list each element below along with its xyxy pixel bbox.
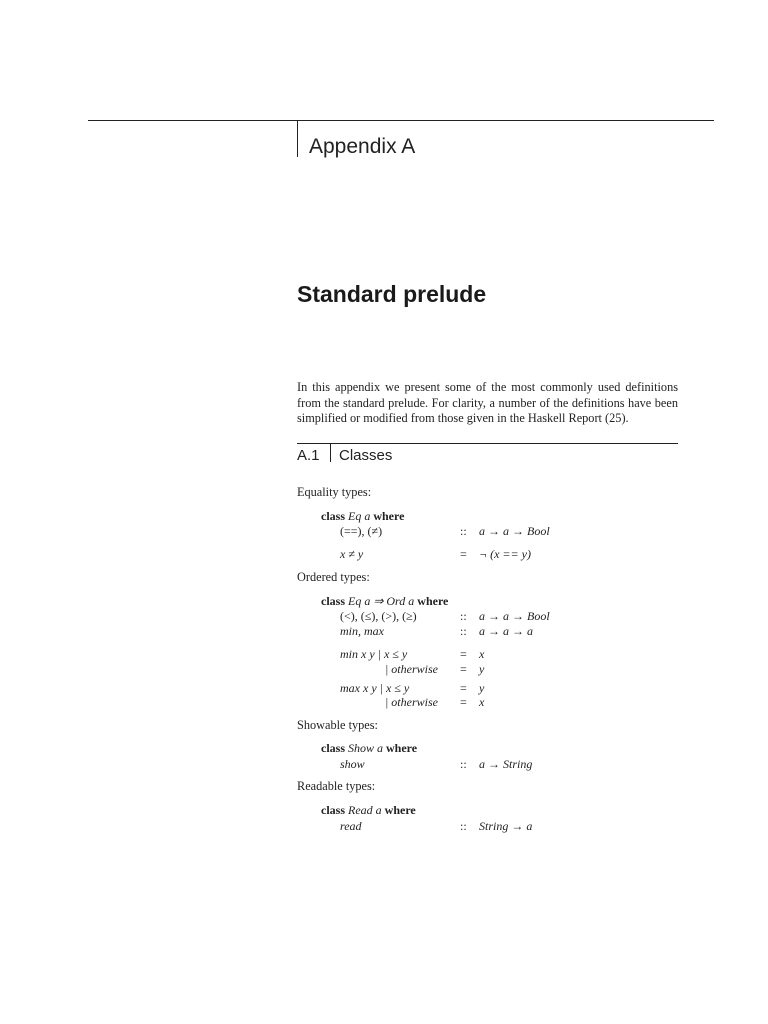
ord-operators-type: a → a → Bool <box>479 609 550 623</box>
section-title: Classes <box>339 447 393 464</box>
keyword-where: where <box>386 741 418 755</box>
show-method-type: a → String <box>479 757 533 771</box>
show-method: show <box>340 757 365 771</box>
min-def-rhs: x <box>479 647 485 661</box>
class-name: Read a <box>348 803 382 817</box>
equals: = <box>460 681 467 695</box>
keyword-where: where <box>417 594 449 608</box>
show-heading: Showable types: <box>297 718 378 732</box>
equals: = <box>460 547 467 561</box>
read-heading: Readable types: <box>297 779 376 793</box>
keyword-class: class <box>321 509 345 523</box>
eq-operators: (==), (≠) <box>340 524 383 538</box>
ord-heading: Ordered types: <box>297 570 370 584</box>
section-number: A.1 <box>297 447 320 464</box>
eq-operators-type: a → a → Bool <box>479 524 550 538</box>
max-guard-otherwise: | otherwise <box>385 695 438 709</box>
read-method-type: String → a <box>479 819 533 833</box>
max-def-rhs: y <box>479 681 485 695</box>
read-class-decl <box>321 803 416 818</box>
ord-operators: (<), (≤), (>), (≥) <box>340 609 417 623</box>
keyword-where: where <box>373 509 405 523</box>
min-otherwise-rhs: y <box>479 662 485 676</box>
chapter-title: Standard prelude <box>297 281 487 307</box>
type-sep: :: <box>460 757 467 771</box>
max-def-lhs: max x y | x ≤ y <box>340 681 410 695</box>
type-sep: :: <box>460 524 467 538</box>
read-method: read <box>340 819 362 833</box>
section-rule <box>297 443 678 444</box>
show-class-decl <box>321 741 417 756</box>
keyword-class: class <box>321 594 345 608</box>
equals: = <box>460 662 467 676</box>
appendix-divider <box>297 121 298 157</box>
eq-heading: Equality types: <box>297 485 372 499</box>
type-sep: :: <box>460 624 467 638</box>
equals: = <box>460 695 467 709</box>
top-rule <box>88 120 714 121</box>
type-sep: :: <box>460 819 467 833</box>
eq-class-decl <box>321 509 404 524</box>
class-name: Eq a ⇒ Ord a <box>348 594 415 608</box>
min-def-lhs: min x y | x ≤ y <box>340 647 408 661</box>
max-otherwise-rhs: x <box>479 695 485 709</box>
intro-paragraph: In this appendix we present some of the most commonly used definitions from the standard prelude. For clarity, a number of the definitions have been simplified or modified from those given in the Haskell Report (25). <box>297 380 678 425</box>
keyword-class: class <box>321 803 345 817</box>
appendix-label: Appendix A <box>309 135 416 158</box>
ord-class-decl <box>321 594 448 609</box>
eq-default-rhs: ¬ (x == y) <box>479 547 531 561</box>
section-divider <box>330 444 331 462</box>
min-guard-otherwise: | otherwise <box>385 662 438 676</box>
keyword-where: where <box>384 803 416 817</box>
keyword-class: class <box>321 741 345 755</box>
type-sep: :: <box>460 609 467 623</box>
equals: = <box>460 647 467 661</box>
class-name: Show a <box>348 741 384 755</box>
ord-minmax-type: a → a → a <box>479 624 533 638</box>
class-name: Eq a <box>348 509 371 523</box>
eq-default-lhs: x ≠ y <box>340 547 364 561</box>
ord-minmax: min, max <box>340 624 384 638</box>
